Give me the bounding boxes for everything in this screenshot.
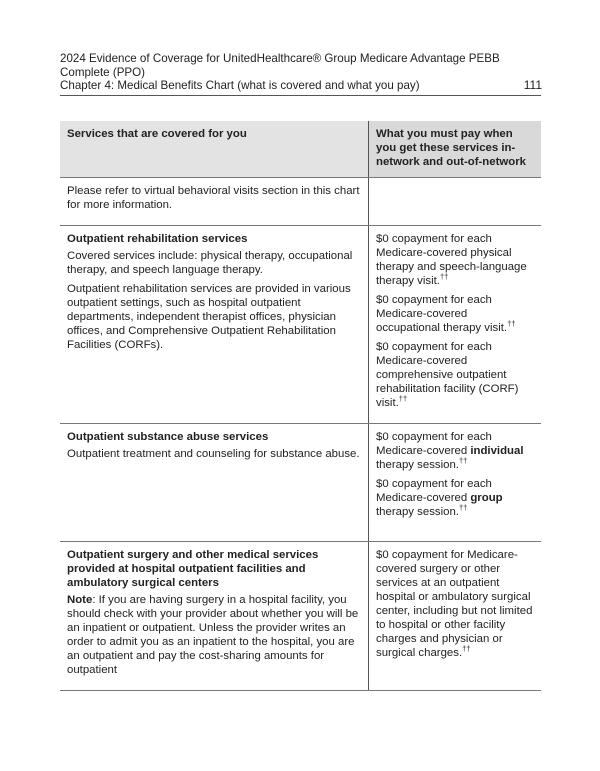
service-title: Outpatient substance abuse services [67, 431, 269, 443]
service-title: Outpatient rehabilitation services [67, 233, 248, 245]
table-row [60, 226, 541, 424]
benefits-table [60, 121, 541, 691]
chapter-title: Chapter 4: Medical Benefits Chart (what is covered and what you pay) [60, 79, 420, 93]
table-row [60, 424, 541, 542]
service-title: Outpatient surgery and other medical services provided at hospital outpatient facilities and ambulatory surgical centers [67, 549, 319, 589]
cell-text: Outpatient rehabilitation services are provided in various outpatient settings, such as hospital outpatient departments, independent therapist offices, physician offices, and Comprehensive Outpatient Rehabilitation Facilities (CORFs). [67, 283, 351, 351]
cell-text: $0 copayment for each Medicare-covered individual therapy session.†† [376, 431, 524, 471]
document-title: 2024 Evidence of Coverage for UnitedHealthcare® Group Medicare Advantage PEBB Complete (PPO) [60, 52, 500, 79]
cell-text: Covered services include: physical therapy, occupational therapy, and speech language therapy. [67, 250, 353, 276]
table-row [60, 542, 541, 691]
table-row [60, 178, 541, 226]
cell-text: $0 copayment for each Medicare-covered group therapy session.†† [376, 478, 503, 518]
payment-cell [369, 226, 542, 424]
cell-text: Outpatient treatment and counseling for substance abuse. [67, 448, 360, 460]
col-header-payment: What you must pay when you get these services in-network and out-of-network [369, 121, 542, 178]
services-cell [60, 542, 369, 691]
cell-text: $0 copayment for Medicare-covered surgery or other services at an outpatient hospital or ambulatory surgical center, including but not limited to hospital or other facility charges and physician or surgical charges.†† [376, 549, 533, 659]
header-divider [60, 95, 541, 96]
services-cell [60, 424, 369, 542]
payment-cell [369, 178, 542, 226]
cell-text: $0 copayment for each Medicare-covered physical therapy and speech-language therapy visit.†† [376, 233, 527, 287]
services-cell [60, 178, 369, 226]
page-number: 111 [523, 78, 542, 93]
cell-text: Note: If you are having surgery in a hospital facility, you should check with your provider about whether you will be an inpatient or outpatient. Unless the provider writes an order to admit you as an inpatient to the hospital, you are an outpatient and pay the cost-sharing amounts for outpatient [67, 594, 359, 676]
col-header-services: Services that are covered for you [60, 121, 369, 178]
cell-text: Please refer to virtual behavioral visits section in this chart for more information. [67, 185, 360, 211]
cell-text: $0 copayment for each Medicare-covered occupational therapy visit.†† [376, 294, 516, 334]
cell-text: $0 copayment for each Medicare-covered comprehensive outpatient rehabilitation facility (CORF) visit.†† [376, 341, 519, 409]
payment-cell [369, 424, 542, 542]
table-header-row [60, 121, 541, 178]
payment-cell [369, 542, 542, 691]
running-header [60, 52, 542, 93]
services-cell [60, 226, 369, 424]
